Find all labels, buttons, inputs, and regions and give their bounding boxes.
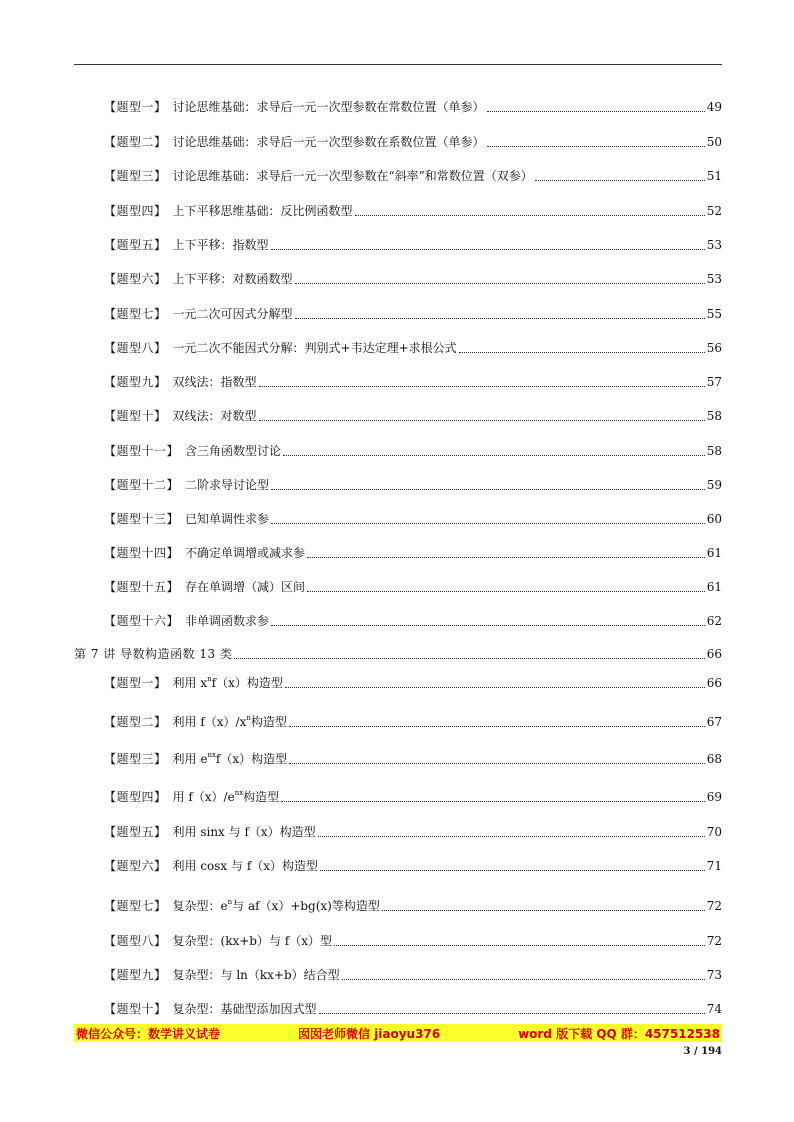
toc-entry-tag: 【题型三】 <box>104 169 167 183</box>
toc-entry-title: 非单调函数求参 <box>185 614 270 628</box>
toc-entry-tag: 【题型六】 <box>104 859 167 873</box>
toc-chapter-title: 第 7 讲 导数构造函数 13 类 <box>74 647 233 661</box>
toc-entry[interactable] <box>104 856 722 874</box>
toc-entry[interactable] <box>104 787 722 805</box>
toc-entry[interactable] <box>104 931 722 949</box>
toc-entry[interactable] <box>104 896 722 914</box>
toc-entry-title <box>173 789 280 805</box>
toc-entry-title: 讨论思维基础：求导后一元一次型参数在“斜率”和常数位置（双参） <box>172 169 533 183</box>
toc-leader <box>271 523 705 524</box>
toc-leader <box>535 180 705 181</box>
toc-entry-title <box>173 1001 317 1017</box>
toc-entry-tag: 【题型二】 <box>104 715 167 729</box>
toc-page-number: 57 <box>706 375 722 389</box>
toc-entry-tag: 【题型十一】 <box>104 444 180 458</box>
toc-entry-title-text: 复杂型：(kx+b）与 f（x）型 <box>172 934 332 948</box>
toc-entry-title-text: f（x）构造型 <box>211 676 283 690</box>
toc-leader <box>307 557 705 558</box>
toc-entry-tag: 【题型十六】 <box>104 614 180 628</box>
toc-leader <box>259 420 705 421</box>
toc-entry-tag: 【题型十】 <box>104 1002 167 1016</box>
toc-entry-tag: 【题型九】 <box>104 968 167 982</box>
toc-entry[interactable] <box>104 97 722 115</box>
toc-entry-title: 双线法：指数型 <box>172 375 257 389</box>
toc-entry-tag: 【题型一】 <box>104 100 167 114</box>
toc-entry-title: 一元二次可因式分解型 <box>172 307 293 321</box>
toc-entry-tag: 【题型四】 <box>104 790 167 804</box>
toc-leader <box>289 726 705 727</box>
toc-entry-title: 上下平移：指数型 <box>172 238 269 252</box>
toc-entry[interactable] <box>104 166 722 184</box>
toc-page-number: 58 <box>706 444 722 458</box>
toc-entry-tag: 【题型十三】 <box>104 512 180 526</box>
toc-page-number: 69 <box>706 790 722 804</box>
toc-entry-superscript: nx <box>207 751 216 759</box>
toc-page-number: 66 <box>706 647 722 661</box>
toc-leader <box>271 489 705 490</box>
toc-entry-title: 二阶求导讨论型 <box>185 478 270 492</box>
toc-entry[interactable] <box>104 712 722 730</box>
toc-entry-tag: 【题型三】 <box>104 752 167 766</box>
toc-leader <box>271 625 705 626</box>
toc-page-number: 49 <box>706 100 722 114</box>
toc-entry-superscript: n <box>227 898 233 906</box>
toc-entry-superscript: n <box>246 714 251 722</box>
toc-entry-title <box>173 967 340 983</box>
toc-leader <box>320 870 705 871</box>
toc-page-number: 67 <box>706 715 722 729</box>
toc-leader <box>283 455 705 456</box>
toc-leader <box>259 386 705 387</box>
toc-entry-tag: 【题型十二】 <box>104 478 180 492</box>
toc-leader <box>281 801 705 802</box>
toc-leader <box>382 910 705 911</box>
toc-page-number: 55 <box>706 307 722 321</box>
toc-entry-title-text: f（x）构造型 <box>215 752 288 766</box>
toc-entry[interactable] <box>104 201 722 219</box>
toc-leader <box>334 945 705 946</box>
toc-entry[interactable] <box>104 132 722 150</box>
toc-leader <box>342 979 705 980</box>
toc-page-number: 60 <box>706 512 722 526</box>
toc-page-number: 53 <box>706 272 722 286</box>
footer-banner <box>74 1024 722 1042</box>
toc-page-number: 73 <box>706 968 722 982</box>
toc-entry-title <box>173 714 287 730</box>
toc-entry[interactable] <box>104 749 722 767</box>
toc-entry[interactable] <box>104 235 722 253</box>
toc-page-number: 59 <box>706 478 722 492</box>
toc-entry-tag: 【题型十五】 <box>104 580 180 594</box>
toc-page-number: 62 <box>706 614 722 628</box>
footer-wechat-account: 微信公众号：数学讲义试卷 <box>76 1026 221 1041</box>
toc-page-number: 50 <box>706 135 722 149</box>
toc-page-number: 61 <box>706 580 722 594</box>
toc-entry[interactable] <box>104 269 722 287</box>
toc-entry[interactable] <box>104 406 722 424</box>
footer-teacher-wechat: 囡囡老师微信 jiaoyu376 <box>297 1026 441 1041</box>
toc-leader <box>459 352 705 353</box>
toc-entry[interactable] <box>104 999 722 1017</box>
toc-entry-tag: 【题型七】 <box>104 307 167 321</box>
toc-entry-superscript: n <box>207 675 212 683</box>
toc-entry-title: 讨论思维基础：求导后一元一次型参数在常数位置（单参） <box>172 100 485 114</box>
toc-entry[interactable] <box>104 822 722 840</box>
toc-entry-title: 已知单调性求参 <box>185 512 270 526</box>
toc-entry[interactable] <box>104 965 722 983</box>
toc-entry-title-text: 利用 x <box>172 676 208 690</box>
toc-page-number: 72 <box>706 934 722 948</box>
toc-page-number: 72 <box>706 899 722 913</box>
toc-page-number: 61 <box>706 546 722 560</box>
toc-entry-tag: 【题型一】 <box>104 676 167 690</box>
toc-entry-title-text: 利用 cosx 与 f（x）构造型 <box>172 859 319 873</box>
toc-entry[interactable] <box>104 611 722 629</box>
toc-page-number: 56 <box>706 341 722 355</box>
toc-entry-tag: 【题型八】 <box>104 934 167 948</box>
toc-page-number: 74 <box>706 1002 722 1016</box>
toc-leader <box>289 763 705 764</box>
toc-entry-tag: 【题型二】 <box>104 135 167 149</box>
toc-entry-title: 双线法：对数型 <box>172 409 257 423</box>
toc-page-number: 71 <box>706 859 722 873</box>
toc-entry-title <box>173 824 316 840</box>
toc-entry-title: 讨论思维基础：求导后一元一次型参数在系数位置（单参） <box>172 135 485 149</box>
toc-entry-tag: 【题型五】 <box>104 825 167 839</box>
toc-entry-title-text: 构造型 <box>243 790 280 804</box>
toc-leader <box>318 836 705 837</box>
footer-qq-group: word 版下载 QQ 群：457512538 <box>518 1026 720 1041</box>
toc-page-number: 53 <box>706 238 722 252</box>
toc-entry-title: 存在单调增（减）区间 <box>185 580 306 594</box>
toc-entry-superscript: nx <box>234 789 244 797</box>
toc-entry[interactable] <box>104 338 722 356</box>
toc-leader <box>234 658 704 659</box>
toc-page-number: 58 <box>706 409 722 423</box>
toc-entry[interactable] <box>104 441 722 459</box>
toc-page-number: 52 <box>706 204 722 218</box>
toc-leader <box>319 1013 705 1014</box>
toc-entry-title <box>173 675 283 691</box>
toc-entry[interactable] <box>104 475 722 493</box>
toc-entry-title: 上下平移：对数函数型 <box>172 272 293 286</box>
toc-entry-title: 上下平移思维基础：反比例函数型 <box>172 204 353 218</box>
toc-page-number: 66 <box>706 676 722 690</box>
toc-entry-title-text: 复杂型：基础型添加因式型 <box>172 1002 317 1016</box>
toc-entry-title-text: 与 af（x）+bg(x)等构造型 <box>232 899 380 913</box>
toc-leader <box>285 687 705 688</box>
toc-chapter-entry[interactable] <box>74 644 722 662</box>
toc-entry[interactable] <box>104 372 722 390</box>
toc-entry-title-text: 利用 e <box>172 752 208 766</box>
toc-page-number: 70 <box>706 825 722 839</box>
toc-leader <box>487 146 705 147</box>
toc-entry-title-text: 复杂型：e <box>172 899 228 913</box>
header-rule <box>74 64 722 65</box>
toc-entry-tag: 【题型九】 <box>104 375 167 389</box>
toc-leader <box>295 283 705 284</box>
toc-entry[interactable] <box>104 577 722 595</box>
toc-entry-tag: 【题型五】 <box>104 238 167 252</box>
toc-entry[interactable] <box>104 673 722 691</box>
toc-entry-title-text: 利用 sinx 与 f（x）构造型 <box>172 825 316 839</box>
toc-page-number: 51 <box>706 169 722 183</box>
toc-entry[interactable] <box>104 304 722 322</box>
toc-leader <box>271 249 705 250</box>
toc-entry-tag: 【题型八】 <box>104 341 167 355</box>
toc-entry-title <box>173 898 380 914</box>
toc-entry-title-text: 利用 f（x）/x <box>172 715 247 729</box>
toc-entry-tag: 【题型七】 <box>104 899 167 913</box>
toc-entry-title <box>173 933 332 949</box>
toc-leader <box>355 215 705 216</box>
toc-leader <box>307 591 705 592</box>
page-number: 3 / 194 <box>683 1046 722 1057</box>
toc-leader <box>487 111 705 112</box>
toc-page-number: 68 <box>706 752 722 766</box>
toc-entry[interactable] <box>104 509 722 527</box>
toc-entry-tag: 【题型十】 <box>104 409 167 423</box>
toc-entry-title-text: 构造型 <box>250 715 287 729</box>
toc-entry-tag: 【题型四】 <box>104 204 167 218</box>
toc-entry-title <box>173 858 319 874</box>
toc-entry-title: 不确定单调增或减求参 <box>185 546 306 560</box>
toc-entry[interactable] <box>104 543 722 561</box>
toc-entry-tag: 【题型十四】 <box>104 546 180 560</box>
toc-entry-title-text: 用 f（x）/e <box>172 790 235 804</box>
toc-entry-title-text: 复杂型：与 ln（kx+b）结合型 <box>172 968 340 982</box>
toc-entry-title: 含三角函数型讨论 <box>185 444 282 458</box>
toc-leader <box>295 318 705 319</box>
toc-entry-title <box>173 751 288 767</box>
toc-entry-title: 一元二次不能因式分解：判别式+韦达定理+求根公式 <box>172 341 457 355</box>
toc-entry-tag: 【题型六】 <box>104 272 167 286</box>
